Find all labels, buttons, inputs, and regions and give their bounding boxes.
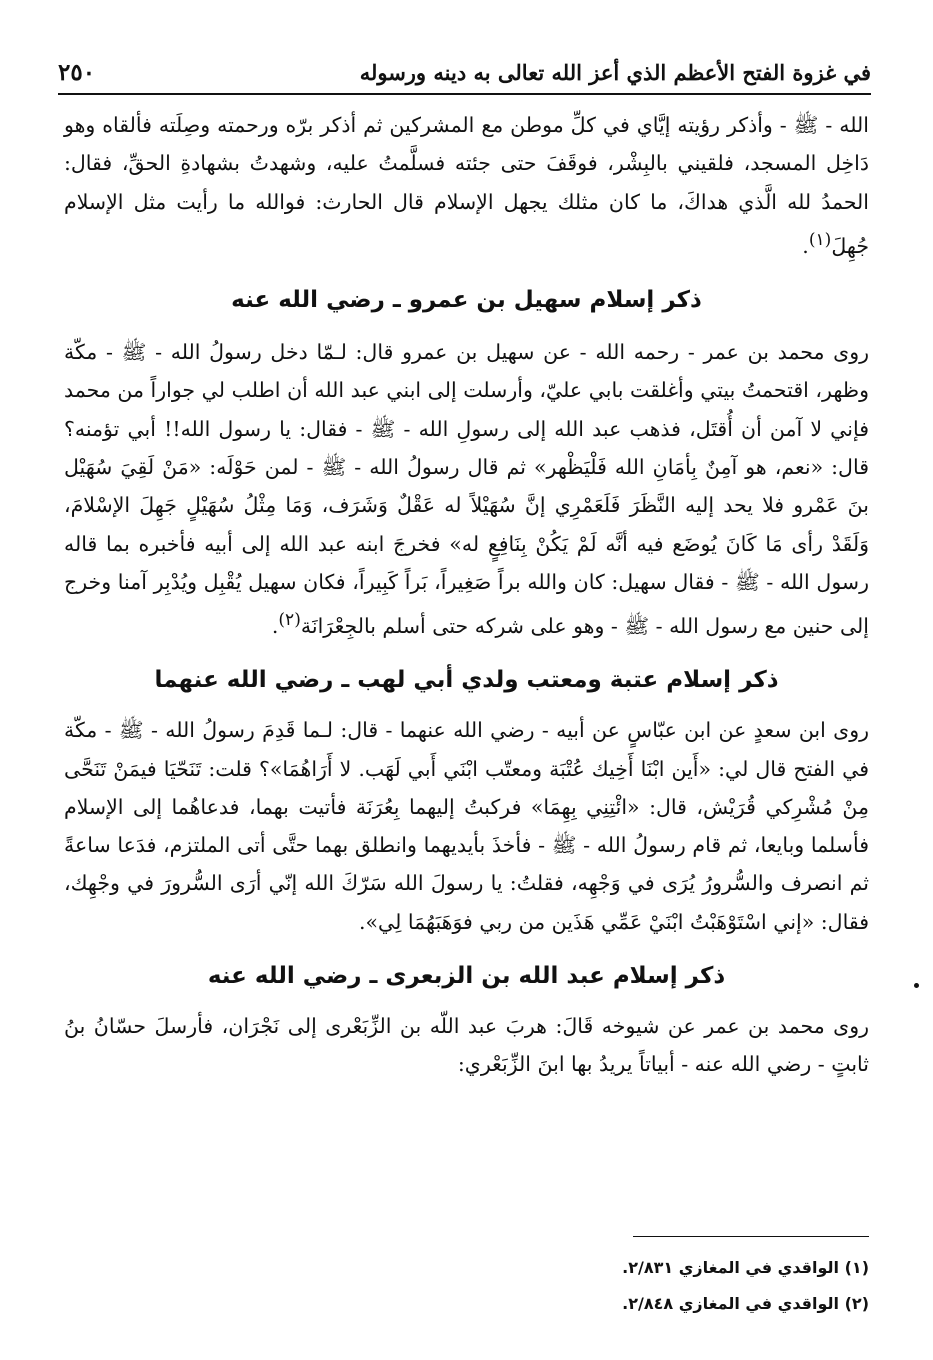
footnote-ref-1: (١): [808, 229, 832, 250]
paragraph-2-text: روى محمد بن عمر - رحمه الله - عن سهيل بن عمرو قال: لـمّا دخل رسولُ الله - ﷺ - مكّة وظهر، اقتحمتُ بيتي وأغلقت بابي عليّ، وأرسلت إلى ابني عبد الله أن اطلب لي جواراً من محمد فإني لا آمن أن أُقتَل، فذهب عبد الله إلى رسولِ الله - ﷺ - فقال: يا رسول الله!! أبي تؤمنه؟ قال: «نعم، هو آمِنٌ بِأمَانِ الله فَلْيَظْهر» ثم قال رسولُ الله - ﷺ - لمن حَوْلَه: «مَنْ لَقِيَ سُهَيْل بنَ عَمْرو فلا يحد إليه النَّظَرَ فَلَعَمْرِي إنَّ سُهَيْلاً له عَقْلٌ وَشَرَف، وَمَا مِثْلُ سُهَيْلٍ جَهِلَ الإسْلامَ، وَلَقَدْ رأى مَا كَانَ يُوضَع فيه أنَّه لَمْ يَكُنْ بِنَافِعٍ له» فخرجَ ابنه عبد الله إلى أبيه فأخبره بما قاله رسول الله - ﷺ - فقال سهيل: كان والله براً صَغِيراً، بَراً كَبِيراً، فكان سهيل يُقْبِل ويُدْبِر آمنا وخرج إلى حنين مع رسول الله - ﷺ - وهو على شركه حتى أسلم بالجِعْرَانَة: [64, 340, 869, 638]
footnotes: [64, 1250, 869, 1322]
footnote-rule: [633, 1236, 869, 1237]
footnote-2: (٢) الواقدي في المغازي ٢/٨٤٨.: [622, 1294, 869, 1313]
footnote-1: (١) الواقدي في المغازي ٢/٨٣١.: [622, 1258, 869, 1277]
header-rule: [58, 93, 871, 95]
page-body: [64, 106, 869, 1084]
page-number: ٢٥٠: [58, 58, 96, 86]
paragraph-4: روى محمد بن عمر عن شيوخه قَالَ: هربَ عبد اللّه بن الزِّبَعْرى إلى نَجْرَان، فأرسلَ حسّانُ بنُ ثابتٍ - رضي الله عنه - أبياتاً يريدُ بها ابنَ الزِّبَعْري:: [64, 1014, 869, 1077]
section-heading-suhail: ذكر إسلام سهيل بن عمرو ـ رضي الله عنه: [231, 287, 702, 314]
paragraph-1: الله - ﷺ - وأذكر رؤيته إيَّاي في كلِّ موطن مع المشركين ثم أذكر برّه ورحمته وصِلَته فألقاه وهو دَاخِل المسجد، فلقيني بالبِشْر، فوقَفَ حتى جئته فسلَّمتُ عليه، وشهدتُ بشهادةِ الحقِّ، فقال: الحمدُ لله الَّذي هداكَ، ما كان مثلك يجهل الإسلام قال الحارث: فوالله ما رأيت مثل الإسلام جُهِلَ$^{(١)}$.: [64, 113, 869, 258]
section-heading-ibn-zibara: ذكر إسلام عبد الله بن الزبعرى ـ رضي الله عنه: [207, 963, 726, 989]
ink-speck: [914, 983, 919, 988]
page-header: [58, 52, 871, 92]
paragraph-2: روى محمد بن عمر - رحمه الله - عن سهيل بن عمرو قال: لـمّا دخل رسولُ الله - ﷺ - مكّة وظهر، اقتحمتُ بيتي وأغلقت بابي عليّ، وأرسلت إلى ابني عبد الله أن اطلب لي جواراً من محمد فإني لا آمن أن أُقتَل، فذهب عبد الله إلى رسولِ الله - ﷺ - فقال: يا رسول الله!! أبي تؤمنه؟ قال: «نعم، هو آمِنٌ بِأمَانِ الله فَلْيَظْهر» ثم قال رسولُ الله - ﷺ - لمن حَوْلَه: «مَنْ لَقِيَ سُهَيْل بنَ عَمْرو فلا يحد إليه النَّظَرَ فَلَعَمْرِي إنَّ سُهَيْلاً له عَقْلٌ وَشَرَف، وَمَا مِثْلُ سُهَيْلٍ جَهِلَ الإسْلامَ، وَلَقَدْ رأى مَا كَانَ يُوضَع فيه أنَّه لَمْ يَكُنْ بِنَافِعٍ له» فخرجَ ابنه عبد الله إلى أبيه فأخبره بما قاله رسول الله - ﷺ - فقال سهيل: كان والله براً صَغِيراً، بَراً كَبِيراً، فكان سهيل يُقْبِل ويُدْبِر آمنا وخرج إلى حنين مع رسول الله - ﷺ - وهو على شركه حتى أسلم بالجِعْرَانَة$^{(٢)}$.: [64, 340, 869, 638]
footnote-ref-2: (٢): [278, 610, 301, 631]
running-title: في غزوة الفتح الأعظم الذي أعز الله تعالى به دينه ورسوله: [359, 59, 871, 85]
paragraph-3: روى ابن سعدٍ عن ابن عبّاسٍ عن أبيه - رضي الله عنهما - قال: لـما قَدِمَ رسولُ الله - ﷺ - مكّة في الفتح قال لي: «أَين ابْنَا أَخِيك عُتْبَة ومعتّب ابْنَي أَبي لَهَب. لا أَرَاهُمَا»؟ قلت: تَنَحّيَا فيمَنْ تَنَحَّى مِنْ مُشْرِكي قُرَيْش، قال: «ائْتِنِي بِهِمَا» فركبتُ إليهما بِعُرَنَة فأتيت بهما، فدعاهُما إلى الإسلام فأسلما وبايعا، ثم قام رسولُ الله - ﷺ - فأخذَ بأيديهما وانطلق بهما حتَّى أتى الملتزم، فدَعا ساعةً ثم انصرف والسُّرورُ يُرَى في وَجْهِه، فقلتُ: يا رسولَ الله سَرّكَ الله إنّي أرَى السُّرورَ في وجْهِك، فقال: «إني اسْتَوْهَبْتُ ابْنَيْ عَمِّي هَذَين من ربي فوَهَبَهُمَا لِي».: [64, 718, 869, 934]
paragraph-1-text: الله - ﷺ - وأذكر رؤيته إيَّاي في كلِّ موطن مع المشركين ثم أذكر برّه ورحمته وصِلَته فألقاه وهو دَاخِل المسجد، فلقيني بالبِشْر، فوقَفَ حتى جئته فسلَّمتُ عليه، وشهدتُ بشهادةِ الحقِّ، فقال: الحمدُ لله الَّذي هداكَ، ما كان مثلك يجهل الإسلام قال الحارث: فوالله ما رأيت مثل الإسلام جُهِلَ: [64, 113, 869, 258]
section-heading-utba-muattib: ذكر إسلام عتبة ومعتب ولدي أبي لهب ـ رضي الله عنهما: [154, 667, 779, 694]
